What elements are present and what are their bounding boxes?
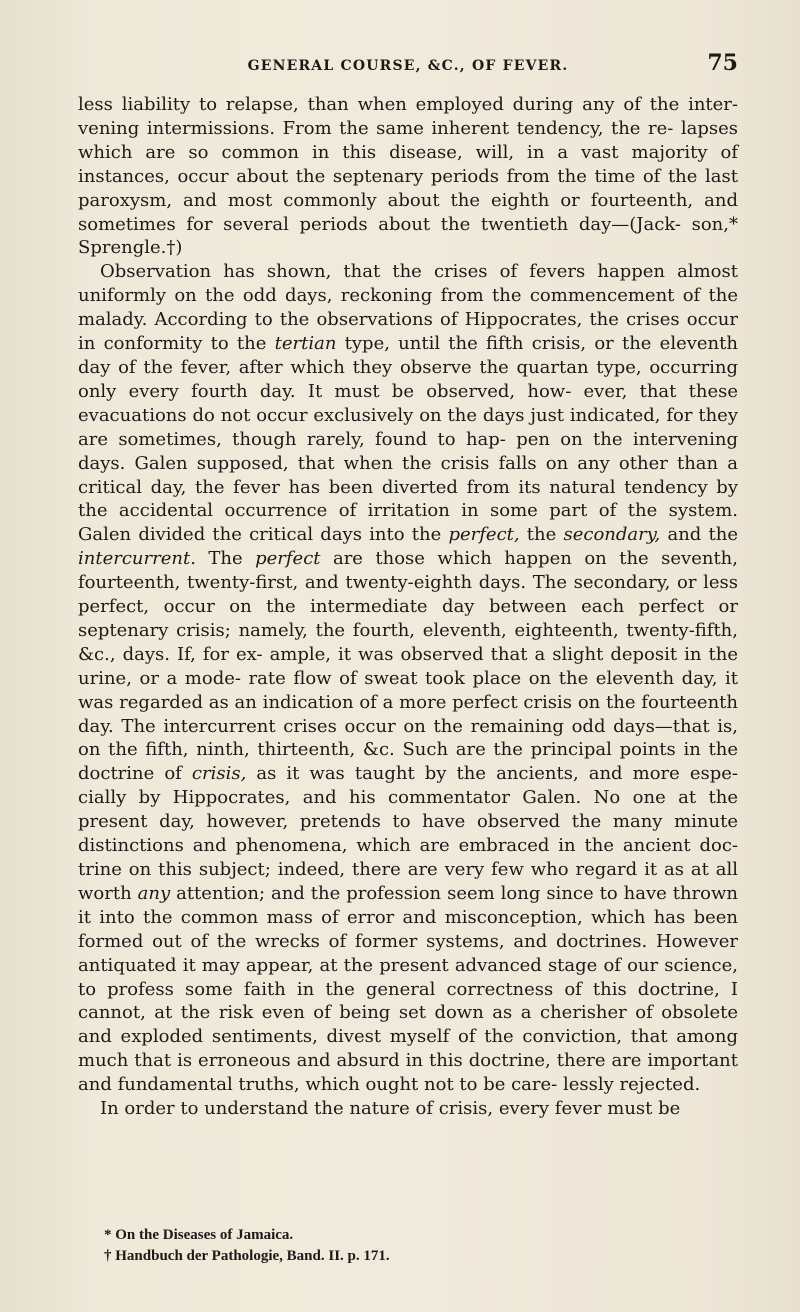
italic-tertian: tertian [274, 333, 337, 355]
paragraph-1: less liability to relapse, than when employed during any of the inter- vening intermissions. From the same inherent tendency, the re- lapses which are so common in this disease, will, in a vast majority of instances, occur about the septenary periods from the time of the last paroxysm, and most commonly about the eighth or fourteenth, and sometimes for several periods about the twentieth day—(Jack- son,* Sprengle.†) [78, 94, 738, 259]
paragraph-2-text-6: are those which happen on the seventh, fourteenth, twenty-first, and twenty-eighth days. The secondary, or less perfect, occur on the intermediate day between each perfect or septenary crisis; namely, the fourth, eleventh, eighteenth, twenty-fifth, &c., days. If, for ex- ample, it was observed that a slight deposit in the urine, or a mode- rate flow of sweat took place on the eleventh day, it was regarded as an indication of a more perfect crisis on the fourteenth day. The intercurrent crises occur on the remaining odd days—that is, on the fifth, ninth, thirteenth, &c. Such are the principal points in the doctrine of [78, 548, 738, 785]
italic-perfect-2: perfect [255, 548, 321, 570]
paragraph-2-text-1: Observation has shown, that the crises of fevers happen almost uniformly on the odd days, reckoning from the commencement of the malady. According to the observations of Hippocrates, the crises occur in conformity to the [78, 261, 738, 355]
body-text [78, 93, 738, 1121]
paragraph-3: In order to understand the nature of crisis, every fever must be [100, 1098, 681, 1120]
paragraph-2-text-4: and the [660, 524, 738, 546]
footnotes [104, 1225, 724, 1267]
page-number: 75 [707, 50, 738, 76]
italic-secondary: secondary, [563, 524, 661, 546]
italic-crisis: crisis, [191, 763, 247, 785]
paragraph-2-text-3: the [519, 524, 564, 546]
running-head: GENERAL COURSE, &C., OF FEVER. [247, 58, 569, 74]
italic-any: any [137, 882, 171, 904]
paragraph-2 [78, 260, 738, 1097]
footnote-1: * On the Diseases of Jamaica. [104, 1227, 294, 1243]
italic-perfect: perfect, [448, 524, 520, 546]
page-header [78, 50, 738, 80]
paragraph-2-text-2: type, until the fifth crisis, or the eleventh day of the fever, after which they observe the quartan type, occurring only every fourth day. It must be observed, how- ever, that these evacuations do not occur exclusively on the days just indicated, for they are sometimes, though rarely, found to hap- pen on the intervening days. Galen supposed, that when the crisis falls on any other than a critical day, the fever has been diverted from its natural tendency by the accidental occurrence of irritation in some part of the system. Galen divided the critical days into the [78, 333, 738, 546]
paragraph-2-text-8: attention; and the profession seem long since to have thrown it into the common mass of error and misconception, which has been formed out of the wrecks of former systems, and doctrines. However antiquated it may appear, at the present advanced stage of our science, to profess some faith in the general correctness of this doctrine, I cannot, at the risk even of being set down as a cherisher of obsolete and exploded sentiments, divest myself of the conviction, that among much that is erroneous and absurd in this doctrine, there are important and fundamental truths, which ought not to be care- lessly rejected. [78, 882, 738, 1096]
footnote-2: † Handbuch der Pathologie, Band. II. p. 171. [104, 1248, 390, 1264]
italic-intercurrent: intercurrent. [78, 548, 196, 570]
paragraph-2-text-7: as it was taught by the ancients, and more espe- cially by Hippocrates, and his commentator Galen. No one at the present day, however, pretends to have observed the many minute distinctions and phenomena, which are embraced in the ancient doc- trine on this subject; indeed, there are very few who regard it as at all worth [78, 763, 738, 904]
paragraph-2-text-5: The [195, 548, 256, 570]
